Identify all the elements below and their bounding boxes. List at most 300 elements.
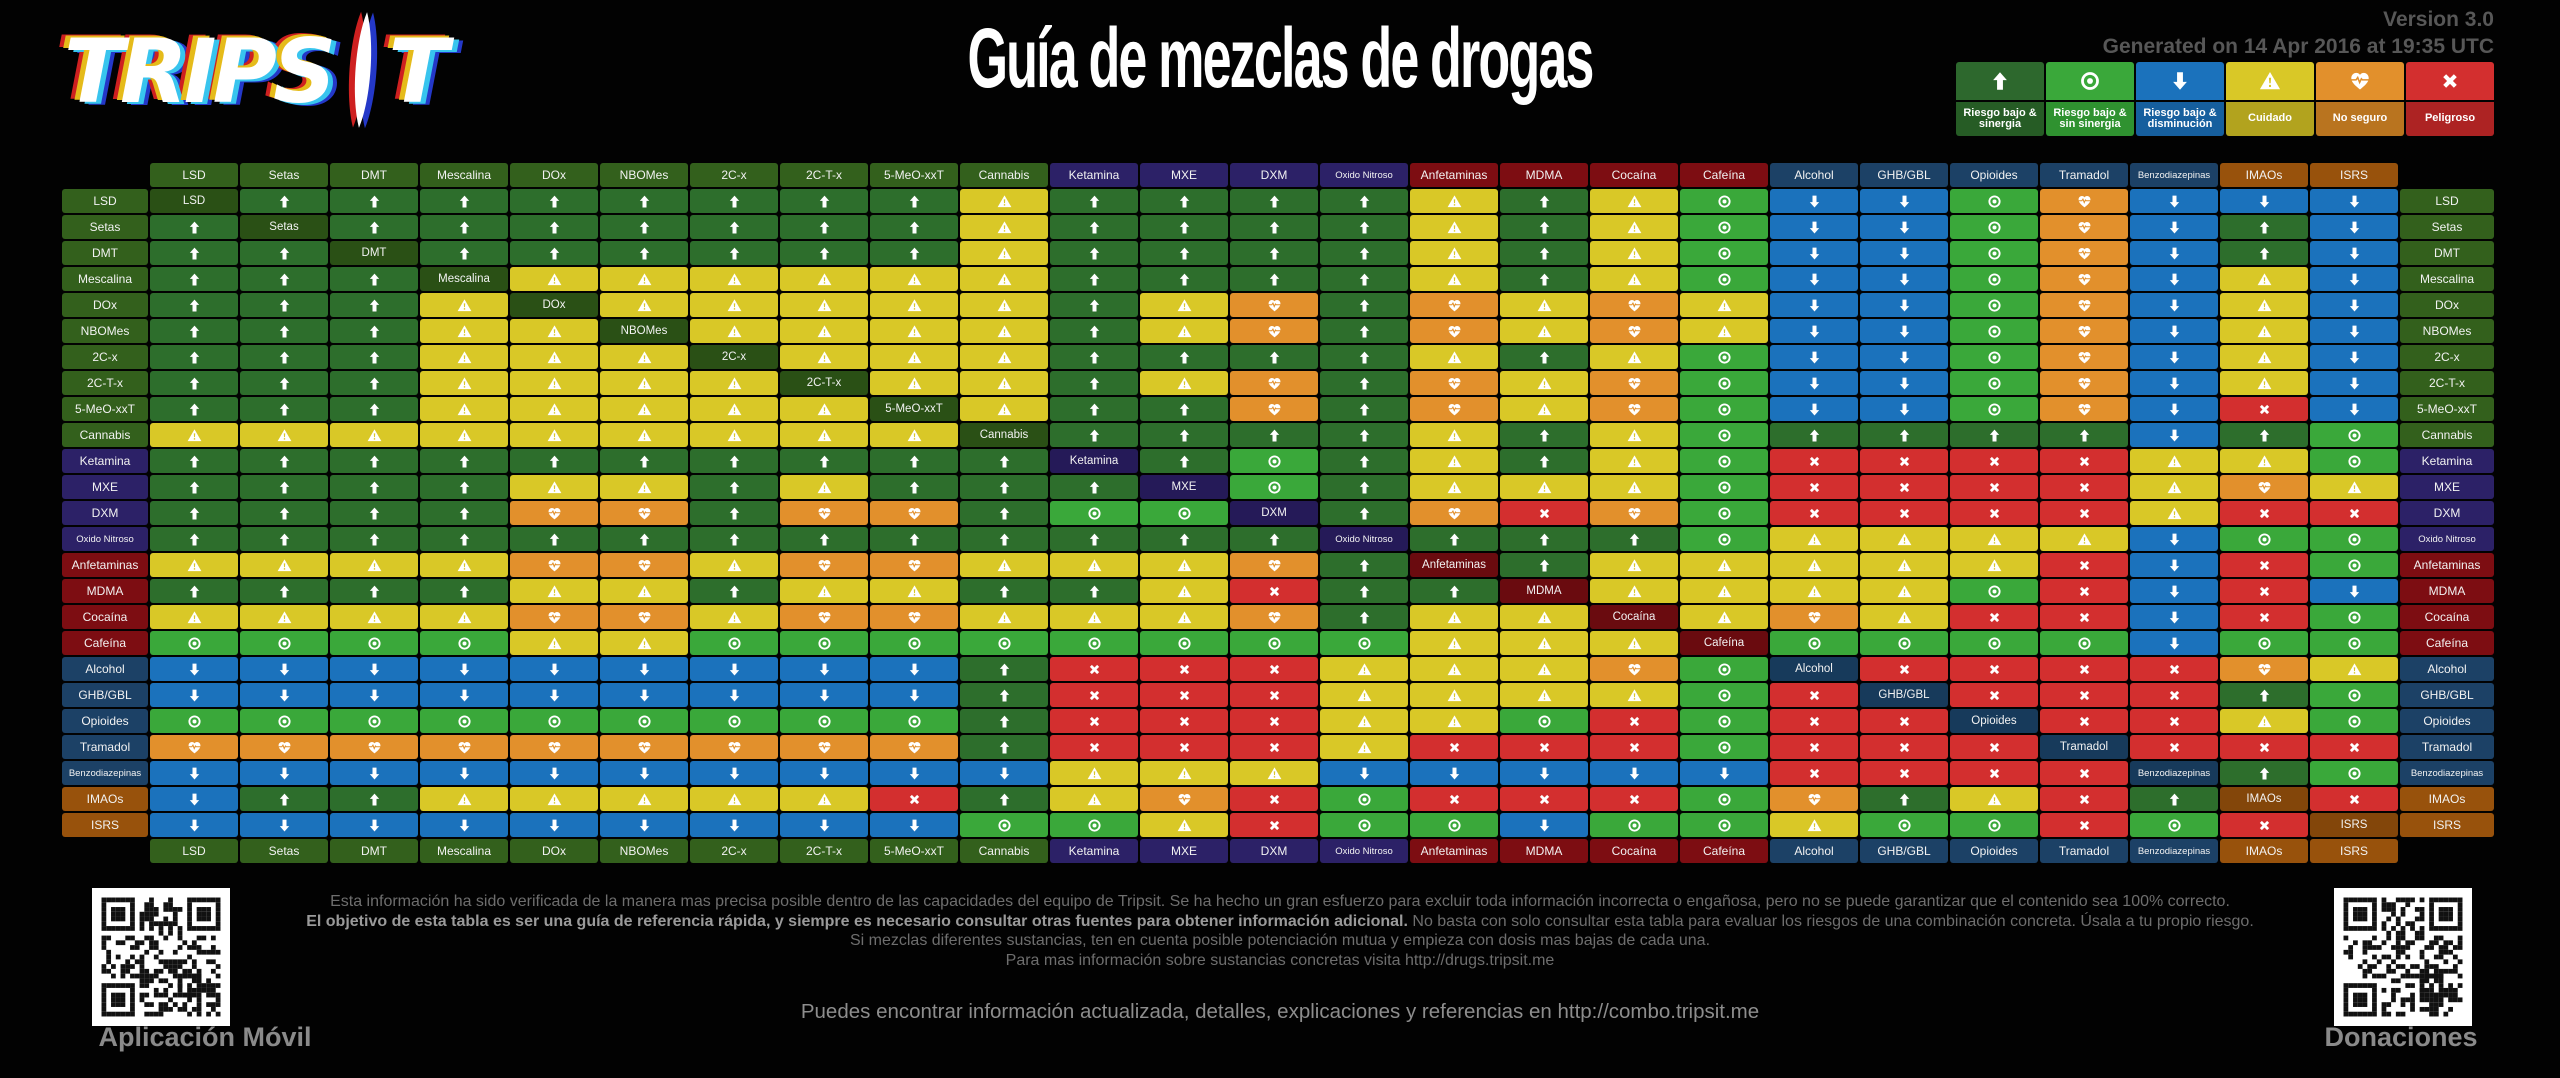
matrix-cell arrow-down-icon <box>1500 761 1588 785</box>
matrix-cell x-cross-icon <box>1950 449 2038 473</box>
row-header-right: DMT <box>2400 241 2494 265</box>
matrix-cell arrow-up-icon <box>240 345 328 369</box>
diagonal-cell: Cocaína <box>1590 605 1678 629</box>
matrix-cell x-cross-icon <box>2310 501 2398 525</box>
matrix-cell arrow-up-icon <box>150 501 238 525</box>
matrix-cell x-cross-icon <box>1860 761 1948 785</box>
matrix-cell arrow-up-icon <box>870 215 958 239</box>
circle-dot-icon <box>2046 62 2134 100</box>
matrix-cell arrow-down-icon <box>1860 371 1948 395</box>
logo-text-right: T <box>388 20 445 123</box>
matrix-cell circle-dot-icon <box>1680 397 1768 421</box>
matrix-cell arrow-up-icon <box>330 345 418 369</box>
matrix-cell circle-dot-icon <box>1320 631 1408 655</box>
matrix-cell x-cross-icon <box>1770 761 1858 785</box>
matrix-cell arrow-up-icon <box>960 657 1048 681</box>
matrix-cell x-cross-icon <box>1860 657 1948 681</box>
matrix-cell circle-dot-icon <box>150 709 238 733</box>
matrix-cell arrow-up-icon <box>2220 241 2308 265</box>
matrix-cell warning-icon <box>510 267 598 291</box>
matrix-cell warning-icon <box>2220 319 2308 343</box>
matrix-cell arrow-up-icon <box>420 475 508 499</box>
matrix-cell warning-icon <box>690 553 778 577</box>
matrix-cell circle-dot-icon <box>780 631 868 655</box>
matrix-cell arrow-up-icon <box>420 215 508 239</box>
matrix-cell warning-icon <box>1410 345 1498 369</box>
matrix-cell arrow-up-icon <box>240 371 328 395</box>
matrix-cell circle-dot-icon <box>1680 189 1768 213</box>
matrix-cell arrow-up-icon <box>150 293 238 317</box>
matrix-cell warning-icon <box>1500 371 1588 395</box>
matrix-cell warning-icon <box>690 371 778 395</box>
matrix-cell arrow-up-icon <box>1140 397 1228 421</box>
matrix-cell x-cross-icon <box>2040 553 2128 577</box>
matrix-cell arrow-down-icon <box>2310 267 2398 291</box>
matrix-cell arrow-up-icon <box>420 501 508 525</box>
diagonal-cell: Tramadol <box>2040 735 2128 759</box>
matrix-cell arrow-up-icon <box>420 527 508 551</box>
matrix-cell heart-pulse-icon <box>1590 293 1678 317</box>
matrix-cell arrow-up-icon <box>330 579 418 603</box>
matrix-cell warning-icon <box>1410 605 1498 629</box>
matrix-cell arrow-down-icon <box>2220 189 2308 213</box>
matrix-cell arrow-up-icon <box>960 787 1048 811</box>
matrix-cell circle-dot-icon <box>1050 501 1138 525</box>
matrix-cell warning-icon <box>1770 553 1858 577</box>
matrix-cell x-cross-icon <box>1140 683 1228 707</box>
diagonal-cell: Ketamina <box>1050 449 1138 473</box>
matrix-cell arrow-up-icon <box>1050 215 1138 239</box>
matrix-cell circle-dot-icon <box>1680 527 1768 551</box>
matrix-cell x-cross-icon <box>2220 501 2308 525</box>
matrix-cell warning-icon <box>2310 657 2398 681</box>
diagonal-cell: Setas <box>240 215 328 239</box>
matrix-cell warning-icon <box>1590 345 1678 369</box>
matrix-cell arrow-down-icon <box>150 761 238 785</box>
matrix-cell warning-icon <box>600 345 688 369</box>
column-header: Alcohol <box>1770 839 1858 863</box>
diagonal-cell: GHB/GBL <box>1860 683 1948 707</box>
matrix-cell arrow-up-icon <box>330 787 418 811</box>
column-header: Cocaína <box>1590 163 1678 187</box>
matrix-cell arrow-up-icon <box>1320 475 1408 499</box>
matrix-cell arrow-down-icon <box>1770 293 1858 317</box>
matrix-cell x-cross-icon <box>1050 657 1138 681</box>
matrix-cell arrow-down-icon <box>240 761 328 785</box>
matrix-cell arrow-up-icon <box>240 267 328 291</box>
row-header-right: GHB/GBL <box>2400 683 2494 707</box>
matrix-cell warning-icon <box>960 293 1048 317</box>
matrix-cell x-cross-icon <box>1050 709 1138 733</box>
matrix-cell circle-dot-icon <box>1230 475 1318 499</box>
column-header: Ketamina <box>1050 163 1138 187</box>
matrix-cell circle-dot-icon <box>420 631 508 655</box>
matrix-cell x-cross-icon <box>2040 501 2128 525</box>
matrix-cell circle-dot-icon <box>1950 319 2038 343</box>
matrix-cell warning-icon <box>600 267 688 291</box>
row-header-right: MXE <box>2400 475 2494 499</box>
column-header: Cafeína <box>1680 839 1768 863</box>
row-header-right: LSD <box>2400 189 2494 213</box>
matrix-cell warning-icon <box>240 553 328 577</box>
matrix-cell warning-icon <box>780 397 868 421</box>
matrix-cell circle-dot-icon <box>1680 371 1768 395</box>
matrix-cell warning-icon <box>690 787 778 811</box>
matrix-cell warning-icon <box>780 475 868 499</box>
matrix-cell warning-icon <box>960 241 1048 265</box>
matrix-cell arrow-up-icon <box>510 527 598 551</box>
matrix-cell arrow-down-icon <box>780 813 868 837</box>
matrix-cell warning-icon <box>1500 657 1588 681</box>
matrix-cell arrow-up-icon <box>1140 423 1228 447</box>
matrix-cell arrow-down-icon <box>2130 527 2218 551</box>
column-header: NBOMes <box>600 163 688 187</box>
matrix-cell circle-dot-icon <box>1680 709 1768 733</box>
matrix-cell warning-icon <box>2220 449 2308 473</box>
matrix-cell heart-pulse-icon <box>780 501 868 525</box>
matrix-cell arrow-down-icon <box>2130 215 2218 239</box>
matrix-cell warning-icon <box>510 397 598 421</box>
matrix-cell circle-dot-icon <box>1950 345 2038 369</box>
matrix-cell x-cross-icon <box>1860 709 1948 733</box>
matrix-cell arrow-down-icon <box>1860 319 1948 343</box>
matrix-cell arrow-up-icon <box>780 215 868 239</box>
matrix-cell circle-dot-icon <box>1230 631 1318 655</box>
matrix-cell warning-icon <box>1590 631 1678 655</box>
matrix-cell arrow-down-icon <box>780 761 868 785</box>
matrix-cell arrow-up-icon <box>1230 241 1318 265</box>
matrix-cell circle-dot-icon <box>2310 605 2398 629</box>
column-header: GHB/GBL <box>1860 163 1948 187</box>
matrix-cell heart-pulse-icon <box>330 735 418 759</box>
row-header-right: DOx <box>2400 293 2494 317</box>
column-header: Tramadol <box>2040 163 2128 187</box>
matrix-cell arrow-up-icon <box>1320 189 1408 213</box>
matrix-cell warning-icon <box>1410 449 1498 473</box>
matrix-cell heart-pulse-icon <box>2040 215 2128 239</box>
diagonal-cell: MXE <box>1140 475 1228 499</box>
column-header: MXE <box>1140 839 1228 863</box>
matrix-cell heart-pulse-icon <box>1410 371 1498 395</box>
matrix-cell arrow-up-icon <box>420 579 508 603</box>
row-header-right: Oxido Nitroso <box>2400 527 2494 551</box>
matrix-cell arrow-down-icon <box>1500 813 1588 837</box>
matrix-cell warning-icon <box>2130 501 2218 525</box>
matrix-cell warning-icon <box>2220 293 2308 317</box>
matrix-cell arrow-up-icon <box>870 475 958 499</box>
row-header-right: Anfetaminas <box>2400 553 2494 577</box>
matrix-cell warning-icon <box>1500 475 1588 499</box>
matrix-cell warning-icon <box>960 371 1048 395</box>
matrix-cell arrow-up-icon <box>1140 215 1228 239</box>
matrix-cell arrow-down-icon <box>690 761 778 785</box>
matrix-cell warning-icon <box>510 787 598 811</box>
matrix-cell arrow-up-icon <box>330 319 418 343</box>
matrix-cell arrow-up-icon <box>690 189 778 213</box>
diagonal-cell: MDMA <box>1500 579 1588 603</box>
matrix-cell heart-pulse-icon <box>2220 475 2308 499</box>
matrix-cell x-cross-icon <box>1950 657 2038 681</box>
matrix-cell arrow-up-icon <box>1050 527 1138 551</box>
matrix-cell arrow-down-icon <box>780 683 868 707</box>
matrix-cell x-cross-icon <box>1950 605 2038 629</box>
matrix-cell x-cross-icon <box>2130 709 2218 733</box>
matrix-cell arrow-up-icon <box>960 527 1048 551</box>
matrix-cell warning-icon <box>960 553 1048 577</box>
column-header: Alcohol <box>1770 163 1858 187</box>
matrix-cell circle-dot-icon <box>1950 189 2038 213</box>
matrix-cell arrow-up-icon <box>1050 475 1138 499</box>
matrix-cell heart-pulse-icon <box>1770 605 1858 629</box>
matrix-cell arrow-up-icon <box>1320 267 1408 291</box>
matrix-cell warning-icon <box>1050 553 1138 577</box>
matrix-cell arrow-down-icon <box>150 683 238 707</box>
matrix-cell arrow-up-icon <box>690 449 778 473</box>
matrix-cell circle-dot-icon <box>960 631 1048 655</box>
matrix-cell warning-icon <box>1590 189 1678 213</box>
disclaimer-line-2-rest: No basta con solo consultar esta tabla para evaluar los riesgos de una combinación concreta. Úsala a tu propio riesgo. <box>1407 912 2254 930</box>
row-header-right: NBOMes <box>2400 319 2494 343</box>
matrix-cell warning-icon <box>1050 787 1138 811</box>
matrix-cell arrow-up-icon <box>870 449 958 473</box>
matrix-cell arrow-up-icon <box>2220 423 2308 447</box>
matrix-cell circle-dot-icon <box>780 709 868 733</box>
matrix-cell arrow-down-icon <box>420 761 508 785</box>
matrix-cell warning-icon <box>1410 215 1498 239</box>
column-header: Benzodiazepinas <box>2130 839 2218 863</box>
matrix-cell arrow-down-icon <box>2130 371 2218 395</box>
matrix-cell arrow-up-icon <box>1320 215 1408 239</box>
matrix-cell circle-dot-icon <box>1140 501 1228 525</box>
row-header: Cafeína <box>62 631 148 655</box>
matrix-corner <box>62 163 148 187</box>
column-header: ISRS <box>2310 163 2398 187</box>
matrix-cell warning-icon <box>870 371 958 395</box>
matrix-cell circle-dot-icon <box>1680 501 1768 525</box>
matrix-cell x-cross-icon <box>1770 501 1858 525</box>
matrix-cell arrow-up-icon <box>1050 189 1138 213</box>
risk-legend <box>1956 62 2494 136</box>
arrow-down-icon <box>2136 62 2224 100</box>
column-header: Cafeína <box>1680 163 1768 187</box>
matrix-cell heart-pulse-icon <box>510 501 598 525</box>
matrix-cell arrow-down-icon <box>1770 215 1858 239</box>
matrix-cell warning-icon <box>1860 579 1948 603</box>
qr-code-mobile-app <box>92 888 230 1026</box>
matrix-cell arrow-down-icon <box>690 657 778 681</box>
matrix-cell circle-dot-icon <box>690 631 778 655</box>
matrix-cell heart-pulse-icon <box>1770 787 1858 811</box>
column-header: 2C-x <box>690 163 778 187</box>
matrix-cell x-cross-icon <box>1230 579 1318 603</box>
matrix-cell x-cross-icon <box>2040 787 2128 811</box>
matrix-cell arrow-up-icon <box>150 579 238 603</box>
matrix-cell circle-dot-icon <box>2310 449 2398 473</box>
matrix-cell heart-pulse-icon <box>1590 319 1678 343</box>
column-header: 2C-T-x <box>780 163 868 187</box>
matrix-cell arrow-down-icon <box>1860 293 1948 317</box>
diagonal-cell: 5-MeO-xxT <box>870 397 958 421</box>
matrix-cell x-cross-icon <box>2040 657 2128 681</box>
matrix-cell arrow-up-icon <box>1500 423 1588 447</box>
matrix-cell arrow-up-icon <box>690 215 778 239</box>
matrix-cell warning-icon <box>1140 761 1228 785</box>
row-header: Cocaína <box>62 605 148 629</box>
matrix-cell circle-dot-icon <box>1680 475 1768 499</box>
matrix-cell warning-icon <box>1140 319 1228 343</box>
column-header: Oxido Nitroso <box>1320 163 1408 187</box>
x-cross-icon <box>2406 62 2494 100</box>
matrix-cell circle-dot-icon <box>960 813 1048 837</box>
matrix-cell warning-icon <box>510 423 598 447</box>
matrix-cell heart-pulse-icon <box>600 501 688 525</box>
row-header: Anfetaminas <box>62 553 148 577</box>
matrix-cell heart-pulse-icon <box>2040 397 2128 421</box>
row-header-right: Setas <box>2400 215 2494 239</box>
matrix-cell x-cross-icon <box>2310 787 2398 811</box>
row-header-right: 2C-T-x <box>2400 371 2494 395</box>
matrix-corner <box>62 839 148 863</box>
matrix-cell arrow-down-icon <box>1770 241 1858 265</box>
matrix-cell x-cross-icon <box>2130 735 2218 759</box>
matrix-cell arrow-down-icon <box>240 683 328 707</box>
matrix-cell heart-pulse-icon <box>1230 319 1318 343</box>
matrix-cell arrow-down-icon <box>2130 345 2218 369</box>
matrix-cell arrow-up-icon <box>870 241 958 265</box>
matrix-cell arrow-up-icon <box>1050 345 1138 369</box>
matrix-cell arrow-up-icon <box>1050 397 1138 421</box>
column-header: GHB/GBL <box>1860 839 1948 863</box>
matrix-cell warning-icon <box>510 371 598 395</box>
row-header: DMT <box>62 241 148 265</box>
matrix-cell x-cross-icon <box>2130 657 2218 681</box>
matrix-cell arrow-up-icon <box>960 709 1048 733</box>
matrix-cell arrow-up-icon <box>1230 267 1318 291</box>
matrix-cell x-cross-icon <box>1860 449 1948 473</box>
matrix-cell arrow-down-icon <box>2130 293 2218 317</box>
column-header: 5-MeO-xxT <box>870 163 958 187</box>
matrix-cell circle-dot-icon <box>1680 735 1768 759</box>
matrix-cell x-cross-icon <box>1770 683 1858 707</box>
matrix-cell arrow-up-icon <box>1320 397 1408 421</box>
row-header-right: 2C-x <box>2400 345 2494 369</box>
matrix-cell arrow-down-icon <box>2130 605 2218 629</box>
matrix-cell arrow-up-icon <box>510 241 598 265</box>
matrix-cell arrow-down-icon <box>2310 189 2398 213</box>
row-header-right: MDMA <box>2400 579 2494 603</box>
diagonal-cell: Cafeína <box>1680 631 1768 655</box>
matrix-cell arrow-down-icon <box>2130 631 2218 655</box>
matrix-cell arrow-down-icon <box>510 657 598 681</box>
matrix-cell warning-icon <box>420 345 508 369</box>
matrix-cell heart-pulse-icon <box>690 735 778 759</box>
row-header-right: Tramadol <box>2400 735 2494 759</box>
matrix-cell circle-dot-icon <box>1950 813 2038 837</box>
matrix-cell x-cross-icon <box>1770 709 1858 733</box>
matrix-cell warning-icon <box>2310 475 2398 499</box>
matrix-cell warning-icon <box>600 397 688 421</box>
row-header-right: Benzodiazepinas <box>2400 761 2494 785</box>
matrix-cell arrow-up-icon <box>1050 241 1138 265</box>
matrix-cell arrow-up-icon <box>1230 215 1318 239</box>
matrix-cell x-cross-icon <box>1410 735 1498 759</box>
matrix-cell circle-dot-icon <box>2130 813 2218 837</box>
matrix-cell arrow-down-icon <box>2130 189 2218 213</box>
diagonal-cell: DOx <box>510 293 598 317</box>
matrix-cell warning-icon <box>420 397 508 421</box>
matrix-cell arrow-down-icon <box>1860 267 1948 291</box>
column-header: DOx <box>510 163 598 187</box>
matrix-cell circle-dot-icon <box>690 709 778 733</box>
matrix-cell arrow-up-icon <box>600 189 688 213</box>
matrix-cell circle-dot-icon <box>1950 397 2038 421</box>
matrix-cell arrow-up-icon <box>330 449 418 473</box>
matrix-cell circle-dot-icon <box>870 631 958 655</box>
diagonal-cell: DXM <box>1230 501 1318 525</box>
matrix-cell arrow-down-icon <box>1770 189 1858 213</box>
matrix-cell arrow-up-icon <box>240 449 328 473</box>
legend-item-N <box>2046 62 2134 136</box>
matrix-cell warning-icon <box>510 579 598 603</box>
version-label: Version 3.0 <box>2383 8 2494 31</box>
matrix-cell arrow-down-icon <box>1860 189 1948 213</box>
matrix-cell warning-icon <box>420 293 508 317</box>
matrix-cell arrow-down-icon <box>1770 397 1858 421</box>
row-header-right: Cocaína <box>2400 605 2494 629</box>
row-header: 2C-x <box>62 345 148 369</box>
combination-matrix <box>62 163 2494 863</box>
matrix-cell arrow-up-icon <box>1050 293 1138 317</box>
matrix-cell warning-icon <box>1860 553 1948 577</box>
matrix-cell heart-pulse-icon <box>1230 605 1318 629</box>
row-header: DXM <box>62 501 148 525</box>
generated-label: Generated on 14 Apr 2016 at 19:35 UTC <box>2102 35 2494 58</box>
matrix-cell heart-pulse-icon <box>1230 371 1318 395</box>
matrix-cell arrow-up-icon <box>240 293 328 317</box>
row-header: Setas <box>62 215 148 239</box>
column-header: Tramadol <box>2040 839 2128 863</box>
matrix-cell arrow-down-icon <box>870 813 958 837</box>
matrix-cell arrow-down-icon <box>510 813 598 837</box>
matrix-cell circle-dot-icon <box>330 709 418 733</box>
matrix-cell arrow-up-icon <box>780 527 868 551</box>
matrix-cell heart-pulse-icon <box>1410 501 1498 525</box>
matrix-cell heart-pulse-icon <box>600 553 688 577</box>
matrix-cell circle-dot-icon <box>1680 215 1768 239</box>
matrix-cell warning-icon <box>1410 709 1498 733</box>
matrix-cell arrow-up-icon <box>240 501 328 525</box>
matrix-cell warning-icon <box>1320 709 1408 733</box>
diagonal-cell: ISRS <box>2310 813 2398 837</box>
matrix-cell x-cross-icon <box>1590 709 1678 733</box>
matrix-cell x-cross-icon <box>1590 787 1678 811</box>
matrix-cell arrow-down-icon <box>2130 267 2218 291</box>
matrix-cell arrow-up-icon <box>420 449 508 473</box>
matrix-cell warning-icon <box>1140 579 1228 603</box>
matrix-cell warning-icon <box>780 293 868 317</box>
matrix-cell heart-pulse-icon <box>2040 241 2128 265</box>
matrix-cell arrow-down-icon <box>600 761 688 785</box>
row-header: MXE <box>62 475 148 499</box>
matrix-cell warning-icon <box>330 423 418 447</box>
matrix-cell warning-icon <box>510 475 598 499</box>
matrix-cell arrow-up-icon <box>1230 345 1318 369</box>
matrix-cell warning-icon <box>1500 293 1588 317</box>
matrix-cell arrow-up-icon <box>150 319 238 343</box>
column-header: DMT <box>330 839 418 863</box>
matrix-cell heart-pulse-icon <box>870 735 958 759</box>
matrix-cell arrow-up-icon <box>960 683 1048 707</box>
